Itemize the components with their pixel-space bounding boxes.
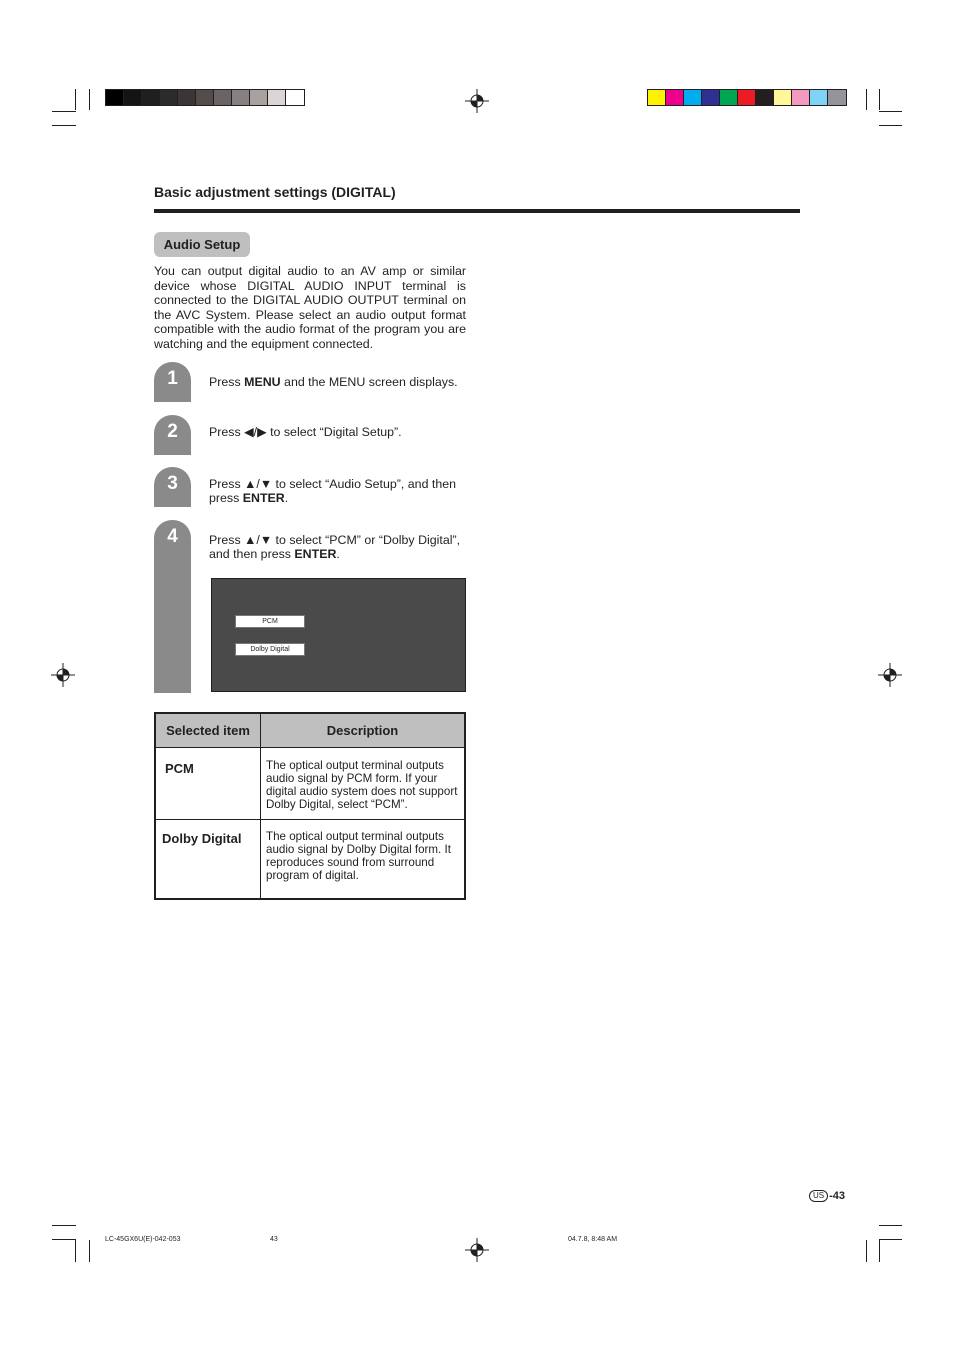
table-row-description: The optical output terminal outputs audio signal by PCM form. If your digital audio system does not support Dolby Digital, select “PCM”. — [266, 759, 458, 811]
table-header-description: Description — [261, 714, 464, 747]
table-row-description: The optical output terminal outputs audio signal by Dolby Digital form. It reproduces sound from surround program of digital. — [266, 830, 451, 882]
color-swatch — [214, 90, 232, 105]
up-down-arrows-icon: ▲/▼ — [244, 477, 273, 491]
table-row-item: Dolby Digital — [162, 831, 242, 846]
crop-mark — [89, 89, 90, 110]
process-color-bar — [647, 89, 847, 106]
crop-mark — [879, 89, 880, 110]
up-down-arrows-icon: ▲/▼ — [244, 533, 273, 547]
color-swatch — [810, 90, 828, 105]
registration-mark-icon — [51, 663, 75, 687]
color-swatch — [232, 90, 250, 105]
color-swatch — [756, 90, 774, 105]
registration-mark-icon — [878, 663, 902, 687]
folio: 43 — [270, 1236, 278, 1243]
section-title: Basic adjustment settings (DIGITAL) — [154, 184, 396, 200]
timestamp: 04.7.8, 8:48 AM — [568, 1236, 618, 1243]
color-swatch — [286, 90, 304, 105]
color-swatch — [774, 90, 792, 105]
table-header-item: Selected item — [156, 714, 260, 747]
crop-mark — [879, 1225, 902, 1226]
page-number-value: -43 — [829, 1190, 846, 1202]
crop-mark — [879, 111, 902, 112]
color-swatch — [738, 90, 756, 105]
crop-mark — [879, 1240, 880, 1262]
color-swatch — [268, 90, 286, 105]
crop-mark — [52, 1239, 76, 1240]
crop-mark — [75, 89, 76, 110]
color-swatch — [178, 90, 196, 105]
registration-mark-icon — [465, 89, 489, 113]
crop-mark — [866, 1240, 867, 1262]
options-table — [154, 712, 466, 900]
table-column-divider — [260, 714, 261, 898]
section-rule — [154, 209, 800, 213]
crop-mark — [75, 1240, 76, 1262]
dolby-digital-option[interactable]: Dolby Digital — [235, 643, 305, 656]
step-4-text: Press ▲/▼ to select “PCM” or “Dolby Digital”, and then press ENTER. — [209, 533, 461, 562]
color-swatch — [720, 90, 738, 105]
crop-mark — [52, 111, 76, 112]
table-row-divider — [156, 819, 464, 820]
color-swatch — [106, 90, 124, 105]
crop-mark — [879, 125, 902, 126]
color-swatch — [196, 90, 214, 105]
step-number: 3 — [167, 473, 178, 494]
color-swatch — [792, 90, 810, 105]
step-number: 1 — [167, 368, 178, 389]
step-number: 2 — [167, 421, 178, 442]
crop-mark — [879, 1239, 902, 1240]
audio-setup-heading: Audio Setup — [154, 232, 250, 257]
crop-mark — [89, 1240, 90, 1262]
region-badge: US — [809, 1190, 828, 1202]
color-swatch — [160, 90, 178, 105]
registration-mark-icon — [465, 1238, 489, 1262]
color-swatch — [684, 90, 702, 105]
menu-screen-illustration — [211, 578, 466, 692]
step-number: 4 — [167, 526, 178, 547]
crop-mark — [866, 89, 867, 110]
pcm-option[interactable]: PCM — [235, 615, 305, 628]
intro-paragraph: You can output digital audio to an AV amp or similar device whose DIGITAL AUDIO INPUT terminal is connected to the DIGITAL AUDIO OUTPUT terminal on the AVC System. Please select an audio output format compatible with the audio format of the program you are watching and the equipment connected. — [154, 264, 466, 351]
table-row-item: PCM — [165, 761, 194, 776]
model-code: LC-45GX6U(E)-042-053 — [105, 1236, 181, 1243]
grayscale-color-bar — [105, 89, 305, 106]
step-3-text: Press ▲/▼ to select “Audio Setup”, and then press ENTER. — [209, 477, 457, 506]
page-number — [809, 1190, 845, 1202]
color-swatch — [828, 90, 846, 105]
color-swatch — [124, 90, 142, 105]
step-2-text: Press ◀/▶ to select “Digital Setup”. — [209, 425, 402, 439]
color-swatch — [142, 90, 160, 105]
table-header-divider — [156, 747, 464, 748]
crop-mark — [52, 1225, 76, 1226]
color-swatch — [250, 90, 268, 105]
color-swatch — [666, 90, 684, 105]
color-swatch — [702, 90, 720, 105]
crop-mark — [52, 125, 76, 126]
color-swatch — [648, 90, 666, 105]
left-right-arrows-icon: ◀/▶ — [244, 425, 267, 439]
step-1-text: Press MENU and the MENU screen displays. — [209, 375, 458, 389]
